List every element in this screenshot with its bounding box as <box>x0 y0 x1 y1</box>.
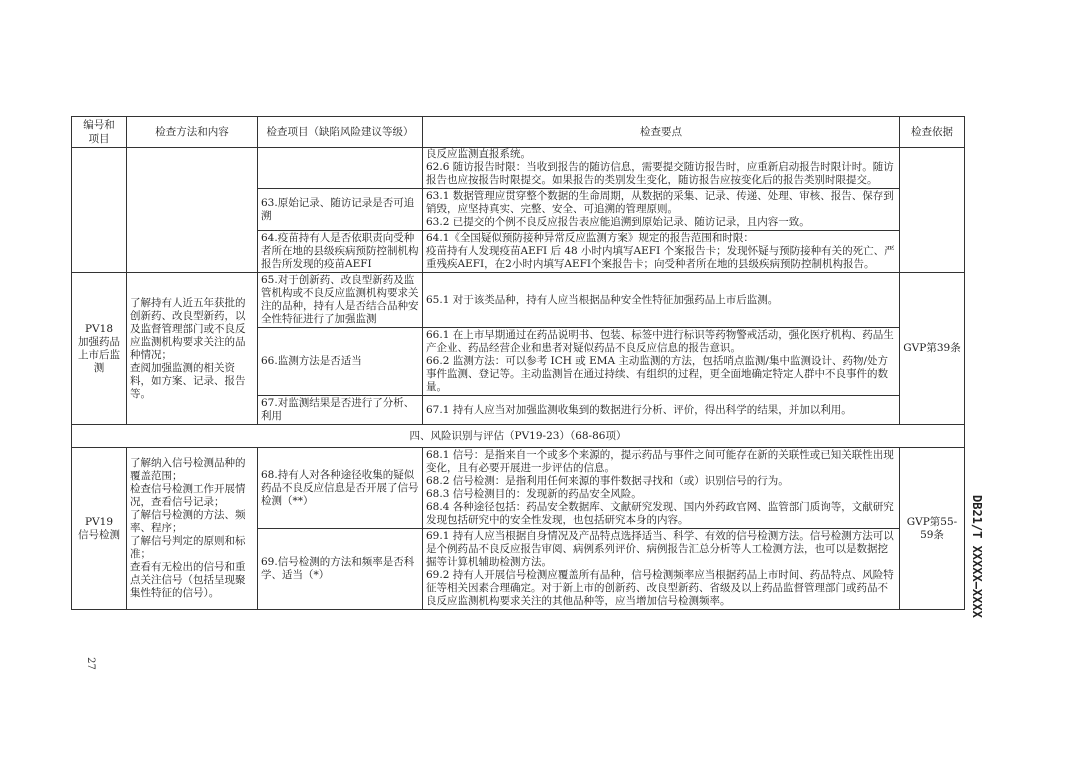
check-item-66: 66.监测方法是否适当 <box>258 328 423 396</box>
header-method: 检查方法和内容 <box>127 117 258 148</box>
empty-code-cell <box>72 148 127 273</box>
check-item-67: 67.对监测结果是否进行了分析、利用 <box>258 396 423 425</box>
points-cell <box>423 231 900 273</box>
check-item-64: 64.疫苗持有人是否依职责向受种者所在地的县级疾病预防控制机构报告所发现的疫苗AEFI <box>258 231 423 273</box>
method-text: 了解纳入信号检测品种的覆盖范围； <box>130 457 246 482</box>
point-text: 63.1 数据管理应贯穿整个数据的生命周期，从数据的采集、记录、传递、处理、审核、报告、保存到销毁，应坚持真实、完整、安全、可追溯的管理原则。 <box>426 190 894 215</box>
point-text: 62.6 随访报告时限：当收到报告的随访信息，需要提交随访报告时，应重新启动报告时限计时。随访报告也应按报告时限提交。如果报告的类别发生变化，随访报告应按变化后的报告类别时限提交。 <box>426 161 894 186</box>
point-text: 69.1 持有人应当根据自身情况及产品特点选择适当、科学、有效的信号检测方法。信号检测方法可以是个例药品不良反应报告审阅、病例系列评价、病例报告汇总分析等人工检测方法，也可以是数据挖掘等计算机辅助检测方法。 <box>426 530 894 568</box>
empty-method-cell <box>127 148 258 273</box>
page-number: 27 <box>84 657 96 670</box>
pv18-code: PV18 <box>84 322 113 335</box>
method-text: 查看有无检出的信号和重点关注信号（包括呈现聚集性特征的信号）。 <box>130 561 246 599</box>
pv19-title: 信号检测 <box>78 528 120 541</box>
header-basis: 检查依据 <box>900 117 965 148</box>
pv19-code: PV19 <box>84 515 113 528</box>
points-cell <box>423 328 900 396</box>
table-row <box>72 148 965 189</box>
standard-code-sidebar <box>964 495 1004 625</box>
header-code: 编号和项目 <box>72 117 127 148</box>
point-text: 良反应监测直报系统。 <box>426 148 531 160</box>
header-row <box>72 117 965 148</box>
header-item: 检查项目（缺陷风险建议等级） <box>258 117 423 148</box>
point-67: 67.1 持有人应当对加强监测收集到的数据进行分析、评价，得出科学的结果，并加以利用。 <box>423 396 900 425</box>
pv18-method-cell <box>127 273 258 425</box>
inspection-table <box>71 116 965 610</box>
method-text: 了解信号判定的原则和标准； <box>130 535 246 560</box>
point-text: 疫苗持有人发现疫苗AEFI 后 48 小时内填写AEFI 个案报告卡；发现怀疑与预防接种有关的死亡、严重残疾AEFI，在2小时内填写AEFI个案报告卡；向受种者所在地的县级疾病预防控制机构报告。 <box>426 245 895 270</box>
header-points: 检查要点 <box>423 117 900 148</box>
points-cell <box>423 189 900 231</box>
points-cell <box>423 448 900 529</box>
point-text: 64.1《全国疑似预防接种异常反应监测方案》规定的报告范围和时限： <box>426 232 754 244</box>
point-text: 69.2 持有人开展信号检测应覆盖所有品种，信号检测频率应当根据药品上市时间、药品特点、风险特征等相关因素合理确定。对于新上市的创新药、改良型新药、省级及以上药品监督管理部门或药品不良反应监测机构要求关注的其他品种等，应当增加信号检测频率。 <box>426 569 894 607</box>
method-text: 查阅加强监测的相关资料，如方案、记录、报告等。 <box>130 361 246 400</box>
pv18-title: 加强药品上市后监测 <box>78 335 120 374</box>
point-text: 68.4 各种途径包括：药品安全数据库、文献研究发现、国内外药政官网、监管部门质询等，文献研究发现包括研究中的安全性发现，也包括研究本身的内容。 <box>426 501 894 526</box>
method-text: 了解持有人近五年获批的创新药、改良型新药，以及监督管理部门或不良反应监测机构要求关注的品种情况； <box>130 296 246 361</box>
points-cell <box>423 148 900 189</box>
pv19-code-cell <box>72 448 127 610</box>
pv19-method-cell <box>127 448 258 610</box>
point-text: 66.2 监测方法：可以参考 ICH 或 EMA 主动监测的方法，包括哨点监测/集中监测设计、药物/处方事件监测、登记等。主动监测旨在通过持续、有组织的过程，更全面地确定特定人群中不良事件的数量。 <box>426 355 888 393</box>
point-text: 63.2 已提交的个例不良反应报告表应能追溯到原始记录、随访记录，且内容一致。 <box>426 216 810 228</box>
table-row <box>72 448 965 529</box>
method-text: 检查信号检测工作开展情况，查看信号记录； <box>130 483 246 508</box>
point-text: 68.1 信号：是指来自一个或多个来源的，提示药品与事件之间可能存在新的关联性或已知关联性出现变化，且有必要开展进一步评估的信息。 <box>426 449 894 474</box>
empty-item-cell <box>258 148 423 189</box>
point-text: 66.1 在上市早期通过在药品说明书、包装、标签中进行标识等药物警戒活动，强化医疗机构、药品生产企业、药品经营企业和患者对疑似药品不良反应信息的报告意识。 <box>426 329 894 354</box>
pv19-basis: GVP第55-59条 <box>900 448 965 610</box>
point-65: 65.1 对于该类品种，持有人应当根据品种安全性特征加强药品上市后监测。 <box>423 273 900 328</box>
pv18-code-cell <box>72 273 127 425</box>
empty-basis-cell <box>900 148 965 273</box>
section-title: 四、风险识别与评估（PV19-23）（68-86项） <box>72 425 965 448</box>
point-text: 68.2 信号检测：是指利用任何来源的事件数据寻找和（或）识别信号的行为。 <box>426 475 789 487</box>
standard-code: DB21/T XXXXX—XXXX <box>970 495 984 618</box>
check-item-69: 69.信号检测的方法和频率是否科学、适当（*） <box>258 529 423 610</box>
section-row <box>72 425 965 448</box>
check-item-63: 63.原始记录、随访记录是否可追溯 <box>258 189 423 231</box>
method-text: 了解信号检测的方法、频率、程序； <box>130 509 246 534</box>
point-text: 68.3 信号检测目的：发现新的药品安全风险。 <box>426 488 642 500</box>
check-item-68: 68.持有人对各种途径收集的疑似药品不良反应信息是否开展了信号检测（**） <box>258 448 423 529</box>
points-cell <box>423 529 900 610</box>
table-row <box>72 273 965 328</box>
check-item-65: 65.对于创新药、改良型新药及监管机构或不良反应监测机构要求关注的品种，持有人是否结合品种安全性特征进行了加强监测 <box>258 273 423 328</box>
pv18-basis: GVP第39条 <box>900 273 965 425</box>
